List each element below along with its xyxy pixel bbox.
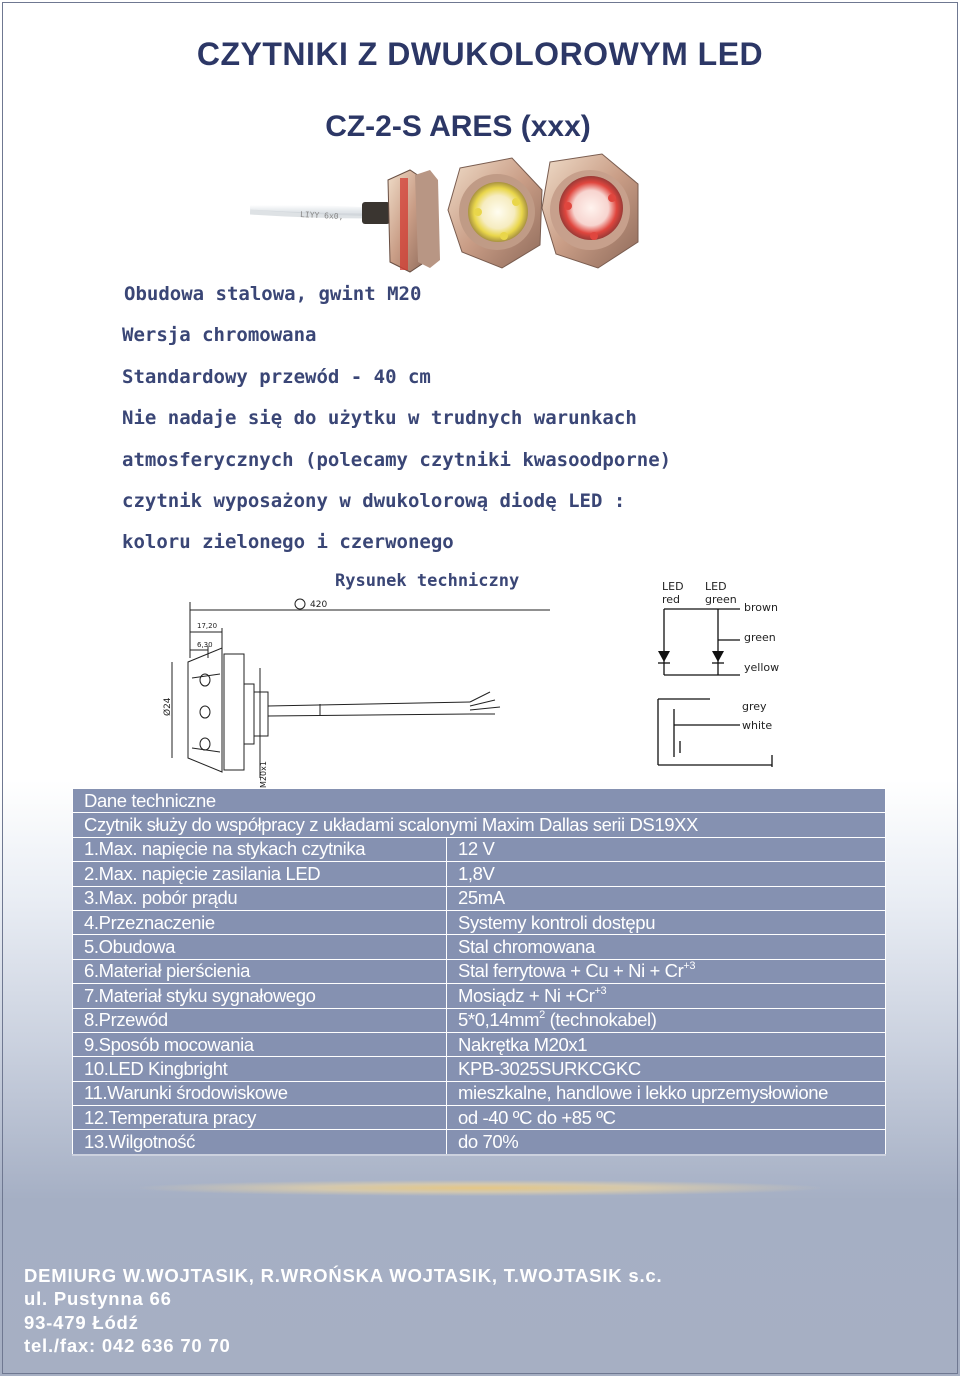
product-model: CZ-2-S ARES (xxx) [325, 110, 591, 143]
spec-label: 9.Sposób mocowania [73, 1032, 447, 1056]
spec-label: 10.LED Kingbright [73, 1057, 447, 1081]
table-row [73, 959, 886, 983]
description-line: Obudowa stalowa, gwint M20 [124, 283, 422, 305]
spec-label: 13.Wilgotność [73, 1130, 447, 1155]
spec-value: 12 V [447, 837, 886, 861]
led-green-label-1: LED [705, 580, 727, 593]
specs-intro: Czytnik służy do współpracy z układami scalonymi Maxim Dallas serii DS19XX [73, 813, 886, 837]
company-name: DEMIURG W.WOJTASIK, R.WROŃSKA WOJTASIK, T.WOJTASIK s.c. [24, 1265, 663, 1286]
spec-label: 12.Temperatura pracy [73, 1106, 447, 1130]
description-line: Nie nadaje się do użytku w trudnych warunkach [122, 407, 637, 430]
spec-value [447, 959, 886, 983]
table-row [73, 1130, 886, 1155]
spec-value [447, 1008, 886, 1032]
spec-value-superscript: 2 [539, 1009, 545, 1022]
specs-table [72, 788, 886, 1156]
spec-label: 4.Przeznaczenie [73, 910, 447, 934]
drawing-caption: Rysunek techniczny [335, 571, 520, 591]
table-row [73, 1106, 886, 1130]
led-green-label-2: green [705, 593, 737, 606]
spec-value-text: 5*0,14mm [458, 1009, 540, 1031]
description-line: czytnik wyposażony w dwukolorową diodę LED : [122, 489, 626, 512]
spec-value-superscript: +3 [594, 984, 607, 997]
description [122, 280, 842, 570]
wire-white-label: white [742, 719, 773, 732]
spec-label: 2.Max. napięcie zasilania LED [73, 862, 447, 886]
description-line: koloru zielonego i czerwonego [122, 531, 454, 554]
spec-value-superscript: +3 [683, 960, 696, 973]
spec-value: od -40 ºC do +85 ºC [447, 1106, 886, 1130]
wire-green-label: green [744, 631, 776, 644]
dim-diameter: Ø24 [163, 697, 173, 716]
spec-value-text: Mosiądz + Ni +Cr [458, 984, 595, 1006]
spec-value [447, 984, 886, 1008]
table-row [73, 935, 886, 959]
product-photo [250, 150, 650, 280]
spec-label: 5.Obudowa [73, 935, 447, 959]
spec-value: 25mA [447, 886, 886, 910]
decorative-glow-line [140, 1180, 820, 1196]
specs-heading-row [73, 789, 886, 813]
spec-value: Stal chromowana [447, 935, 886, 959]
led-red-label-1: LED [662, 580, 684, 593]
spec-label: 11.Warunki środowiskowe [73, 1081, 447, 1105]
spec-value-suffix: (technokabel) [544, 1009, 657, 1031]
table-row [73, 837, 886, 861]
led-red-label-2: red [662, 593, 681, 606]
spec-label: 3.Max. pobór prądu [73, 886, 447, 910]
spec-value: KPB-3025SURKCGKC [447, 1057, 886, 1081]
table-row [73, 984, 886, 1008]
spec-value: Systemy kontroli dostępu [447, 910, 886, 934]
wire-yellow-label: yellow [744, 661, 780, 674]
specs-intro-row [73, 813, 886, 837]
table-row [73, 1081, 886, 1105]
dim-1: 17,20 [197, 622, 218, 630]
specs-heading: Dane techniczne [73, 789, 886, 813]
company-footer [24, 1264, 662, 1357]
table-row [73, 1032, 886, 1056]
spec-value: Nakrętka M20x1 [447, 1032, 886, 1056]
dim-length: 420 [310, 600, 328, 610]
wire-brown-label: brown [744, 601, 778, 614]
dim-thread: M20x1 [259, 761, 268, 788]
wiring-schematic [640, 575, 800, 775]
description-line: atmosferycznych (polecamy czytniki kwasoodporne) [122, 448, 672, 471]
table-row [73, 1008, 886, 1032]
company-street: ul. Pustynna 66 [24, 1288, 172, 1310]
spec-value: do 70% [447, 1130, 886, 1155]
dim-2: 6,30 [197, 641, 213, 649]
spec-value: 1,8V [447, 862, 886, 886]
spec-label: 6.Materiał pierścienia [73, 959, 447, 983]
description-line: Standardowy przewód - 40 cm [122, 365, 431, 388]
spec-label: 1.Max. napięcie na stykach czytnika [73, 837, 447, 861]
spec-value: mieszkalne, handlowe i lekko uprzemysłowione [447, 1081, 886, 1105]
svg-text:LIYY 6x0,: LIYY 6x0, [299, 210, 344, 222]
description-line: Wersja chromowana [122, 324, 317, 347]
wire-grey-label: grey [742, 700, 767, 713]
table-row [73, 862, 886, 886]
technical-drawing [150, 588, 570, 788]
page-title: CZYTNIKI Z DWUKOLOROWYM LED [196, 36, 764, 72]
spec-label: 7.Materiał styku sygnałowego [73, 984, 447, 1008]
table-row [73, 886, 886, 910]
company-phone: tel./fax: 042 636 70 70 [24, 1334, 231, 1356]
table-row [73, 910, 886, 934]
table-row [73, 1057, 886, 1081]
spec-value-text: Stal ferrytowa + Cu + Ni + Cr [458, 960, 684, 982]
company-city: 93-479 Łódź [24, 1311, 139, 1333]
spec-label: 8.Przewód [73, 1008, 447, 1032]
